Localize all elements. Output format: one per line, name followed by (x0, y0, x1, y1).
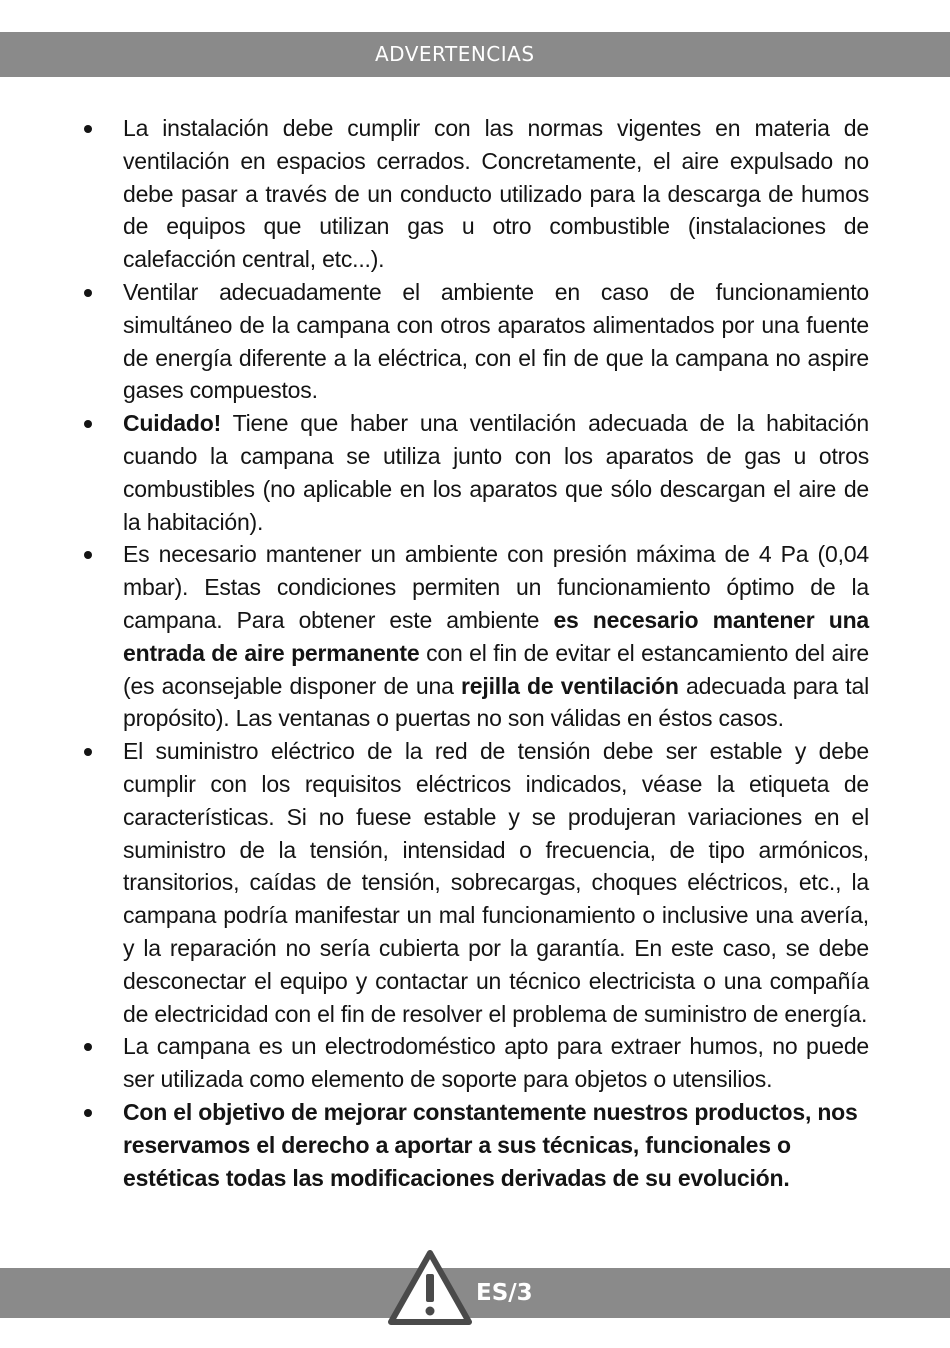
bullet-icon (84, 1109, 92, 1117)
emphasis-text: es necesario mantener una entrada de aire permanente (123, 606, 870, 666)
item-text: La campana es un electrodoméstico apto para extraer humos, no puede ser utilizada como elemento de soporte para objetos o utensilios. (123, 1033, 869, 1093)
warnings-content (82, 112, 869, 1194)
caution-label: Cuidado! (123, 410, 222, 437)
item-text: Tiene que haber una ventilación adecuada de la habitación cuando la campana se utiliza junto con los aparatos de gas u otros combustibles (no aplicable en los aparatos que sólo descargan el aire de la habitación). (123, 410, 869, 535)
page-title: ADVERTENCIAS (375, 42, 535, 66)
bullet-icon (84, 420, 92, 428)
item-text: El suministro eléctrico de la red de tensión debe ser estable y debe cumplir con los requisitos eléctricos indicados, véase la etiqueta de características. Si no fuese estable y se produjeran variaciones en el suministro de la tensión, intensidad o frecuencia, de tipo armónicos, transitorios, caídas de tensión, sobrecargas, choques eléctricos, etc., la campana podría manifestar un mal funcionamiento o inclusive una avería, y la reparación no sería cubierta por la garantía. En este caso, se debe desconectar el equipo y contactar un técnico electricista o una compañía de electricidad con el fin de resolver el problema de suministro de energía. (123, 738, 869, 1027)
emphasis-text: rejilla de ventilación (461, 672, 679, 699)
list-item (82, 112, 869, 276)
warning-triangle-icon (388, 1250, 472, 1326)
item-text: Ventilar adecuadamente el ambiente en caso de funcionamiento simultáneo de la campana con otros aparatos alimentados por una fuente de energía diferente a la eléctrica, con el fin de que la campana no aspire gases compuestos. (123, 278, 869, 404)
page-number: ES/3 (476, 1280, 533, 1306)
bullet-icon (84, 748, 92, 756)
bullet-icon (84, 551, 92, 559)
item-text: con el fin de evitar el estancamiento del aire (es aconsejable disponer de una (123, 639, 870, 699)
item-text: Es necesario mantener un ambiente con presión máxima de 4 Pa (0,04 mbar). Estas condiciones permiten un funcionamiento óptimo de la campana. Para obtener este ambiente (123, 541, 869, 633)
list-item (82, 276, 869, 407)
item-text: La instalación debe cumplir con las normas vigentes en materia de ventilación en espacios cerrados. Concretamente, el aire expulsado no debe pasar a través de un conducto utilizado para la descarga de humos de equipos que utilizan gas u otro combustible (instalaciones de calefacción central, etc...). (123, 115, 869, 273)
list-item (82, 407, 869, 538)
list-item (82, 1096, 869, 1194)
list-item (82, 735, 869, 1030)
disclaimer-text: Con el objetivo de mejorar constantemente nuestros productos, nos reservamos el derecho a aportar a sus técnicas, funcionales o estéticas todas las modificaciones derivadas de su evolución. (123, 1098, 858, 1191)
item-text: adecuada para tal propósito). Las ventanas o puertas no son válidas en éstos casos. (123, 672, 869, 732)
bullet-icon (84, 125, 92, 133)
list-item (82, 538, 869, 735)
list-item (82, 1030, 869, 1096)
bullet-icon (84, 1043, 92, 1051)
warnings-list (82, 112, 869, 1194)
bullet-icon (84, 289, 92, 297)
footer-bar (0, 1268, 950, 1318)
